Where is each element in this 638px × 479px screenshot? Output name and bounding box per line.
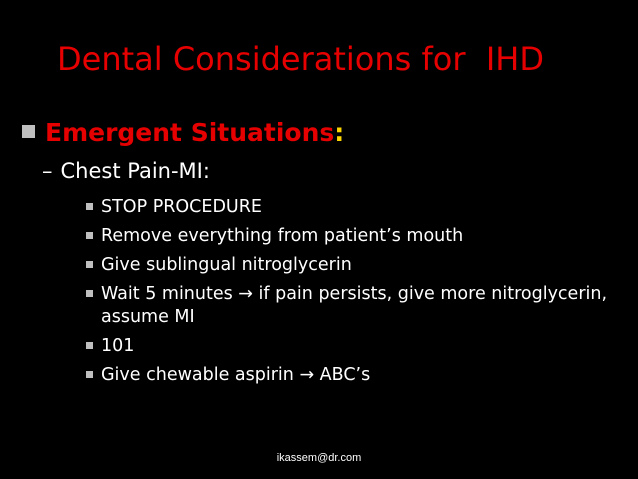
list-item <box>86 364 626 387</box>
list-item <box>86 283 626 329</box>
heading-colon: : <box>334 118 345 147</box>
dash-bullet: – <box>42 159 53 183</box>
list-item-text: Wait 5 minutes → if pain persists, give more nitroglycerin, assume MI <box>101 284 608 327</box>
square-bullet-icon <box>22 125 35 138</box>
subheading-label: Chest Pain-MI: <box>60 159 210 183</box>
list-item <box>86 254 626 277</box>
slide-title: Dental Considerations for IHD <box>57 40 544 78</box>
heading-emergent-situations <box>22 118 344 147</box>
list-item-text: 101 <box>101 336 135 356</box>
procedure-list <box>86 196 626 393</box>
list-item-text: Remove everything from patient’s mouth <box>101 226 464 246</box>
small-square-bullet-icon <box>86 290 93 297</box>
small-square-bullet-icon <box>86 371 93 378</box>
subheading-chest-pain <box>42 159 210 183</box>
list-item-text: STOP PROCEDURE <box>101 197 262 217</box>
list-item <box>86 335 626 358</box>
small-square-bullet-icon <box>86 261 93 268</box>
small-square-bullet-icon <box>86 342 93 349</box>
footer-email: ikassem@dr.com <box>276 452 362 464</box>
list-item <box>86 225 626 248</box>
list-item-text: Give sublingual nitroglycerin <box>101 255 352 275</box>
heading-label: Emergent Situations <box>45 118 335 147</box>
list-item-text: Give chewable aspirin → ABC’s <box>101 365 371 385</box>
small-square-bullet-icon <box>86 203 93 210</box>
small-square-bullet-icon <box>86 232 93 239</box>
list-item <box>86 196 626 219</box>
